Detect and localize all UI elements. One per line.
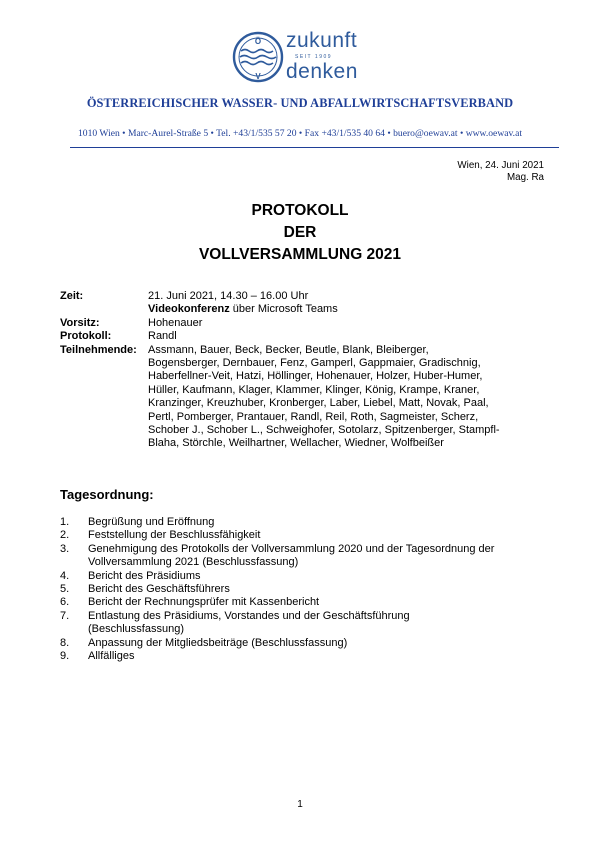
agenda-item	[60, 650, 550, 663]
agenda-number: 9.	[60, 650, 70, 663]
teilnehmende-line: Blaha, Störchle, Weilhartner, Wellacher, Wiedner, Wolfbeißer	[148, 437, 444, 450]
agenda-item	[60, 596, 550, 609]
page-number: 1	[297, 799, 303, 810]
agenda-heading: Tagesordnung:	[60, 487, 154, 502]
agenda-text	[88, 637, 550, 650]
agenda-text	[88, 529, 550, 542]
document-title	[0, 200, 600, 266]
meeting-format	[148, 303, 550, 316]
agenda-item	[60, 516, 550, 529]
agenda-line: Bericht der Rechnungsprüfer mit Kassenbericht	[88, 596, 320, 609]
agenda-number: 1.	[60, 516, 70, 528]
agenda-item	[60, 529, 550, 542]
agenda-text	[88, 650, 550, 663]
title-line-3: VOLLVERSAMMLUNG 2021	[198, 246, 402, 263]
agenda-text	[88, 516, 550, 529]
agenda-text	[88, 596, 550, 609]
format-row	[60, 303, 550, 316]
logo-since: SEIT 1909	[295, 54, 333, 60]
teilnehmende-label: Teilnehmende:	[60, 343, 137, 356]
logo-letter-o: Ö	[254, 37, 262, 46]
agenda-line: Feststellung der Beschlussfähigkeit	[88, 529, 261, 542]
header-divider	[70, 147, 559, 148]
vorsitz-value: Hohenauer	[148, 316, 203, 329]
agenda-item	[60, 610, 550, 637]
teilnehmende-row	[60, 344, 550, 451]
agenda-item	[60, 570, 550, 583]
vorsitz-label: Vorsitz:	[60, 316, 100, 329]
logo-word-zukunft: zukunft	[286, 29, 358, 52]
protokoll-row	[60, 330, 550, 343]
agenda-item	[60, 543, 550, 570]
organization-name: ÖSTERREICHISCHER WASSER- UND ABFALLWIRTSCHAFTSVERBAND	[86, 96, 514, 110]
teilnehmende-list	[148, 344, 550, 451]
agenda-line: Entlastung des Präsidiums, Vorstandes und der Geschäftsführung	[88, 609, 410, 622]
agenda-number: 8.	[60, 636, 70, 649]
agenda-list	[60, 516, 550, 663]
protokoll-value: Randl	[148, 330, 177, 343]
date-block	[457, 160, 544, 184]
zeit-row	[60, 290, 550, 303]
teilnehmende-line: Pertl, Pomberger, Prantauer, Randl, Reil, Roth, Sagmeister, Scherz,	[148, 410, 479, 423]
agenda-number: 2.	[60, 529, 70, 542]
agenda-number: 6.	[60, 596, 70, 609]
teilnehmende-line: Bogensberger, Dernbauer, Fenz, Gamperl, Gappmaier, Gradischnig,	[148, 357, 481, 370]
document-date: Wien, 24. Juni 2021	[457, 160, 544, 171]
agenda-text	[88, 583, 550, 596]
agenda-number: 7.	[60, 609, 70, 622]
zeit-label: Zeit:	[60, 290, 84, 302]
format-bold: Videokonferenz	[148, 303, 230, 316]
zeit-value: 21. Juni 2021, 14.30 – 16.00 Uhr	[148, 290, 309, 302]
agenda-line: Anpassung der Mitgliedsbeiträge (Beschlussfassung)	[88, 636, 348, 649]
agenda-line: Vollversammlung 2021 (Beschlussfassung)	[88, 556, 299, 569]
oewav-logo	[232, 26, 372, 88]
teilnehmende-line: Haberfellner-Veit, Hatzi, Höllinger, Hohenauer, Holzer, Huber-Humer,	[148, 370, 483, 383]
teilnehmende-line: Hüller, Kaufmann, Klager, Klammer, Klinger, König, Krampe, Kraner,	[148, 383, 480, 396]
protokoll-label: Protokoll:	[60, 330, 112, 343]
agenda-line: Begrüßung und Eröffnung	[88, 516, 215, 528]
teilnehmende-line: Assmann, Bauer, Beck, Becker, Beutle, Blank, Bleiberger,	[148, 343, 429, 356]
agenda-line: Genehmigung des Protokolls der Vollversammlung 2020 und der Tagesordnung der	[88, 542, 495, 555]
format-rest: über Microsoft Teams	[229, 303, 338, 316]
logo-word-denken: denken	[286, 60, 358, 83]
agenda-text	[88, 570, 550, 583]
agenda-text	[88, 543, 550, 570]
agenda-text	[88, 610, 550, 637]
agenda-line: Bericht des Geschäftsführers	[88, 583, 230, 596]
organization-address: 1010 Wien • Marc-Aurel-Straße 5 • Tel. +43/1/535 57 20 • Fax +43/1/535 40 64 • buero@oewav.at • www.oewav.at	[77, 128, 522, 139]
teilnehmende-line: Schober J., Schober L., Schweighofer, Sotolarz, Spitzenberger, Stampfl-	[148, 424, 500, 437]
vorsitz-row	[60, 317, 550, 330]
title-line-2: DER	[283, 224, 317, 241]
agenda-item	[60, 583, 550, 596]
agenda-number: 4.	[60, 569, 70, 582]
document-author: Mag. Ra	[506, 172, 544, 183]
agenda-item	[60, 637, 550, 650]
logo-letter-v: V	[255, 72, 261, 81]
teilnehmende-line: Kranzinger, Kreuzhuber, Kronberger, Laber, Liebel, Matt, Novak, Paal,	[148, 397, 489, 410]
meeting-details	[60, 290, 550, 451]
title-line-1: PROTOKOLL	[251, 202, 349, 219]
agenda-line: (Beschlussfassung)	[88, 623, 184, 636]
agenda-line: Bericht des Präsidiums	[88, 569, 201, 582]
agenda-number: 5.	[60, 583, 70, 596]
agenda-line: Allfälliges	[88, 650, 135, 663]
oewav-emblem-icon	[232, 26, 286, 88]
agenda-number: 3.	[60, 542, 70, 555]
